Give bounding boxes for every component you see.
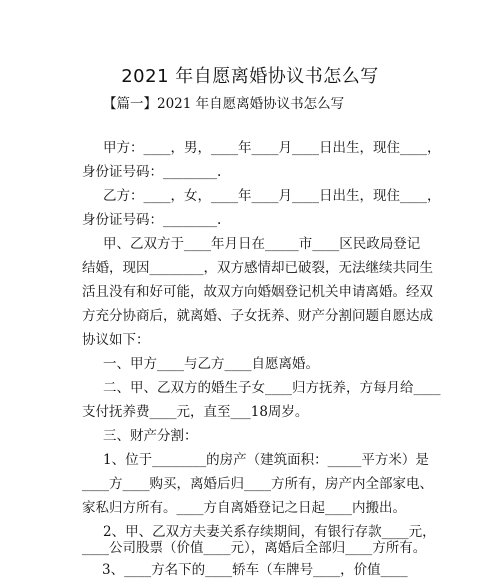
paragraph-line: ____方____购买，离婚后归____方所有，房产内全部家电、 — [82, 476, 433, 492]
paragraph-line: 甲、乙双方于____年月日在_____市____区民政局登记 — [103, 236, 421, 252]
paragraph-line: 一、甲方____与乙方____自愿离婚。 — [103, 356, 319, 372]
paragraph-line: 身份证号码：________. — [82, 212, 222, 228]
document-title: 2021 年自愿离婚协议书怎么写 — [121, 66, 379, 87]
paragraph-line: 方充分协商后，就离婚、子女抚养、财产分割问题自愿达成 — [82, 308, 433, 324]
paragraph-line: 二、甲、乙双方的婚生子女____归方抚养，方每月给____ — [103, 380, 441, 396]
paragraph-line: 1、位于________的房产（建筑面积：_____平方米）是 — [103, 452, 429, 468]
paragraph-line: 支付抚养费____元，直至___18周岁。 — [82, 404, 309, 420]
paragraph-line: 三、财产分割： — [103, 428, 198, 444]
paragraph-line: ____公司股票（价值____元），离婚后全部归____方所有。 — [82, 540, 427, 556]
paragraph-line: 家私归方所有。____方自离婚登记之日起____内搬出。 — [82, 500, 406, 516]
paragraph-line: 结婚，现因________，双方感情却已破裂，无法继续共同生 — [82, 260, 433, 276]
paragraph-line: 甲方：____，男，____年____月____日出生，现住____， — [103, 140, 441, 156]
cut-off-line-container — [0, 553, 500, 578]
paragraph-line: 身份证号码：________. — [82, 164, 222, 180]
paragraph-line: 乙方：____，女，____年____月____日出生，现住____， — [103, 188, 441, 204]
paragraph-line: 活且没有和好可能，故双方向婚姻登记机关申请离婚。经双 — [82, 284, 433, 300]
paragraph-line-cut-off: 3、____方名下的____轿车（车牌号____，价值____ — [102, 562, 408, 578]
paragraph-line: 协议如下： — [82, 332, 150, 348]
document-subtitle: 【篇一】2021 年自愿离婚协议书怎么写 — [103, 96, 345, 112]
paragraph-line: 2、甲、乙双方夫妻关系存续期间，有银行存款____元， — [103, 524, 436, 540]
